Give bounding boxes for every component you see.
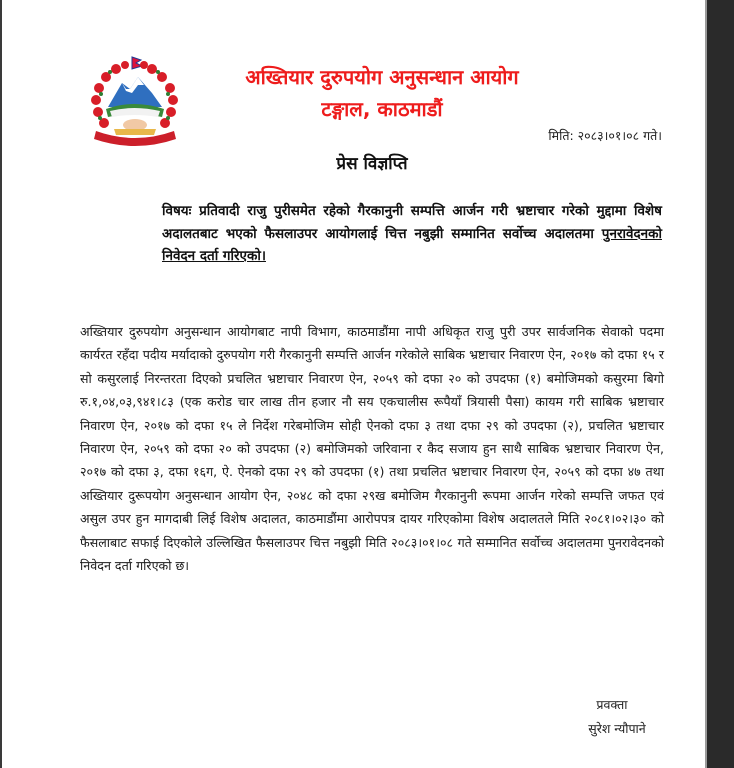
office-name: अख्तियार दुरुपयोग अनुसन्धान आयोग xyxy=(245,65,519,89)
document-page xyxy=(2,0,705,768)
office-address: टङ्गाल, काठमाडौं xyxy=(321,97,443,121)
page-edge xyxy=(705,0,707,768)
signatory-name: सुरेश न्यौपाने xyxy=(588,721,646,736)
subject-text: विषयः प्रतिवादी राजु पुरीसमेत रहेको गैरकानुनी सम्पत्ति आर्जन गरी भ्रष्टाचार गरेको मुद्दामा विशेष अदालतबाट भएको फैसलाउपर आयोगलाई चित्त नबुझी सम्मानित सर्वोच्च अदालतमा xyxy=(162,203,662,242)
press-release-title: प्रेस विज्ञप्ति xyxy=(336,154,408,174)
body-paragraph: अख्तियार दुरुपयोग अनुसन्धान आयोगबाट नापी विभाग, काठमाडौंमा नापी अधिकृत राजु पुरी उपर सार्वजनिक सेवाको पदमा कार्यरत रहँदा पदीय मर्यादाको दुरुपयोग गरी गैरकानुनी सम्पत्ति आर्जन गरेकोले साबिक भ्रष्टाचार निवारण ऐन, २०१७ को दफा १५ र सो कसुरलाई निरन्तरता दिएको प्रचलित भ्रष्टाचार निवारण ऐन, २०५९ को दफा २० को उपदफा (१) बमोजिमको कसुरमा बिगो रु.१,०४,०३,९४१।८३ (एक करोड चार लाख तीन हजार नौ सय एकचालीस रूपैयाँ त्रियासी पैसा) कायम गरी साबिक भ्रष्टाचार निवारण ऐन, २०१७ को दफा १५ ले निर्देश गरेबमोजिम सोही ऐनको दफा ३ तथा दफा २९ को उपदफा (२), प्रचलित भ्रष्टाचार निवारण ऐन, २०५९ को दफा २० को उपदफा (२) बमोजिमको जरिवाना र कैद सजाय हुन साथै साबिक भ्रष्टाचार निवारण ऐन, २०१७ को दफा ३, दफा १६ग, ऐ. ऐनको दफा २९ को उपदफा (१) तथा प्रचलित भ्रष्टाचार निवारण ऐन, २०५९ को दफा ४७ तथा अख्तियार दुरूपयोग अनुसन्धान आयोग ऐन, २०४८ को दफा २९ख बमोजिम गैरकानुनी रूपमा आर्जन गरेको सम्पत्ति जफत एवं असुल उपर हुन मागदाबी लिई विशेष अदालत, काठमाडौंमा आरोपपत्र दायर गरिएकोमा विशेष अदालतले मिति २०८१।०२।३० को फैसलाबाट सफाई दिएकोले उल्लिखित फैसलाउपर चित्त नबुझी मिति २०८३।०१।०८ गते सम्मानित सर्वोच्च अदालतमा पुनरावेदनको निवेदन दर्ता गरिएको छ। xyxy=(80,324,664,574)
subject xyxy=(162,200,662,268)
nepal-coat-of-arms-icon xyxy=(86,55,184,151)
date-line: मिति: २०८३।०१।०८ गते। xyxy=(548,128,662,143)
subject-underlined-text: पुनरावेदनको निवेदन दर्ता गरिएको। xyxy=(162,225,662,264)
signatory-title: प्रवक्ता xyxy=(596,697,628,712)
